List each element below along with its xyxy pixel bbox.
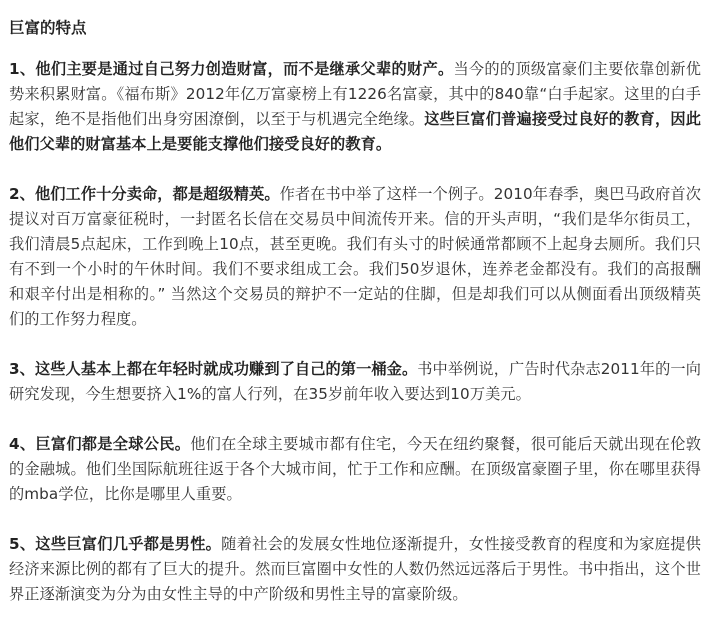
paragraph-4-body: 他们在全球主要城市都有住宅，今天在纽约聚餐，很可能后天就出现在伦敦的金融城。他们坐国际航班往返于各个大城市间，忙于工作和应酬。在顶级富豪圈子里，你在哪里获得的mba学位，比你是哪里人重要。	[9, 435, 701, 503]
paragraph-5	[9, 532, 701, 607]
paragraph-3	[9, 357, 701, 407]
paragraph-1-body: 当今的的顶级富豪们主要依靠创新优势来积累财富。《福布斯》2012年亿万富豪榜上有1226名富豪，其中的840靠“白手起家。这里的白手起家，绝不是指他们出身穷困潦倒，以至于与机遇完全绝缘。	[9, 60, 701, 128]
paragraph-1-heading: 1、他们主要是通过自己努力创造财富，而不是继承父辈的财产。	[9, 60, 454, 78]
paragraph-1-emphasis: 这些巨富们普遍接受过良好的教育，因此他们父辈的财富基本上是要能支撑他们接受良好的教育。	[9, 110, 701, 153]
paragraph-5-body: 随着社会的发展女性地位逐渐提升，女性接受教育的程度和为家庭提供经济来源比例的都有了巨大的提升。然而巨富圈中女性的人数仍然远远落后于男性。书中指出，这个世界正逐渐演变为分为由女性主导的中产阶级和男性主导的富豪阶级。	[9, 535, 701, 603]
paragraph-4-heading: 4、巨富们都是全球公民。	[9, 435, 191, 453]
paragraph-3-heading: 3、这些人基本上都在年轻时就成功赚到了自己的第一桶金。	[9, 360, 418, 378]
paragraph-1	[9, 57, 701, 157]
paragraph-2	[9, 182, 701, 332]
paragraph-2-body: 作者在书中举了这样一个例子。2010年春季，奥巴马政府首次提议对百万富豪征税时，一封匿名长信在交易员中间流传开来。信的开头声明，“我们是华尔街员工，我们清晨5点起床，工作到晚上10点，甚至更晚。我们有头寸的时候通常都顾不上起身去厕所。我们只有不到一个小时的午休时间。我们不要求组成工会。我们50岁退休，连养老金都没有。我们的高报酬和艰辛付出是相称的。” 当然这个交易员的辩护不一定站的住脚，但是却我们可以从侧面看出顶级精英们的工作努力程度。	[9, 185, 701, 328]
paragraph-3-body: 书中举例说，广告时代杂志2011年的一向研究发现，今生想要挤入1%的富人行列，在35岁前年收入要达到10万美元。	[9, 360, 701, 403]
article-title: 巨富的特点	[9, 19, 87, 37]
paragraph-5-heading: 5、这些巨富们几乎都是男性。	[9, 535, 222, 553]
paragraph-4	[9, 432, 701, 507]
paragraph-2-heading: 2、他们工作十分卖命，都是超级精英。	[9, 185, 280, 203]
